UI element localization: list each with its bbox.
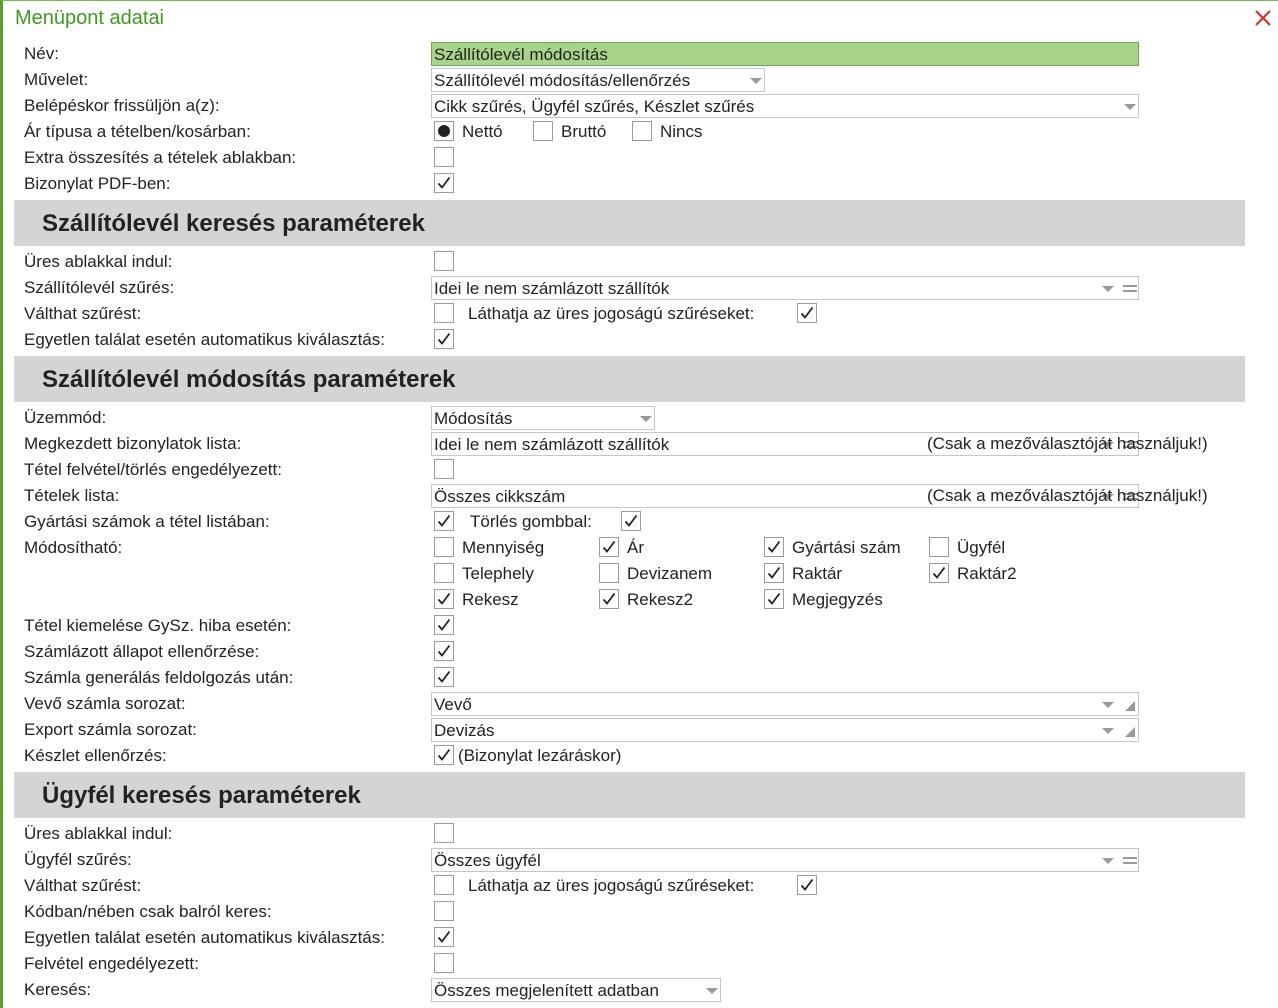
dialog-title: Menüpont adatai xyxy=(15,7,165,29)
valthat-label: Válthat szűrést: xyxy=(24,876,142,895)
szallitolevel-szures-select[interactable] xyxy=(431,276,1139,300)
rekesz2-label: Rekesz2 xyxy=(627,590,694,609)
ugyfel-szures-select[interactable] xyxy=(431,848,1139,872)
resize-grip-icon[interactable] xyxy=(1124,726,1136,738)
szamla-gen-checkbox[interactable] xyxy=(434,667,454,687)
kiemeles-checkbox[interactable] xyxy=(434,615,454,635)
ures-label: Üres ablakkal indul: xyxy=(24,252,173,271)
checkmark-icon xyxy=(799,877,815,893)
telephely-label: Telephely xyxy=(462,564,534,583)
torles-checkbox[interactable] xyxy=(621,511,641,531)
kereses-label: Keresés: xyxy=(24,980,92,999)
frissul-label: Belépéskor frissüljön a(z): xyxy=(24,96,220,115)
raktar2-checkbox[interactable] xyxy=(929,563,949,583)
valthat-checkbox[interactable] xyxy=(434,875,454,895)
export-select[interactable] xyxy=(431,718,1139,742)
ugyfel-checkbox[interactable] xyxy=(929,537,949,557)
row-gyartasi xyxy=(3,509,1278,535)
chevron-down-icon xyxy=(1100,855,1116,867)
szamlazott-checkbox[interactable] xyxy=(434,641,454,661)
devizanem-label: Devizanem xyxy=(627,564,713,583)
lathatja-label: Láthatja az üres jogoságú szűréseket: xyxy=(468,876,755,895)
uzemmod-select[interactable] xyxy=(431,406,655,430)
egyetlen-label: Egyetlen találat esetén automatikus kiválasztás: xyxy=(24,928,385,947)
ugyfel-label: Ügyfél xyxy=(957,538,1006,557)
ures-checkbox[interactable] xyxy=(434,251,454,271)
row-muvelet xyxy=(3,67,1278,93)
keszlet-checkbox[interactable] xyxy=(434,745,454,765)
row-s1-egyetlen xyxy=(3,327,1278,353)
row-modosithato-1 xyxy=(3,535,1278,561)
muvelet-select[interactable] xyxy=(431,68,765,92)
gyartasi-szam-checkbox[interactable] xyxy=(764,537,784,557)
row-uzemmod xyxy=(3,405,1278,431)
checkmark-icon xyxy=(436,513,452,529)
nev-value: Szállítólevél módosítás xyxy=(434,45,608,64)
modosithato-label: Módosítható: xyxy=(24,538,123,557)
row-s1-szures xyxy=(3,275,1278,301)
valthat-checkbox[interactable] xyxy=(434,303,454,323)
keszlet-label: Készlet ellenőrzés: xyxy=(24,746,167,765)
row-keszlet xyxy=(3,743,1278,769)
lathatja-label: Láthatja az üres jogoságú szűréseket: xyxy=(468,304,755,323)
nev-input[interactable] xyxy=(431,42,1139,66)
chevron-down-icon xyxy=(1100,283,1116,295)
row-s3-ures xyxy=(3,821,1278,847)
row-s3-valthat xyxy=(3,873,1278,899)
section-header-szallitolevel-modositas xyxy=(14,356,1245,402)
chevron-down-icon xyxy=(1122,101,1138,113)
checkmark-icon xyxy=(436,747,452,763)
checkmark-icon xyxy=(601,539,617,555)
netto-label: Nettó xyxy=(462,122,503,141)
export-label: Export számla sorozat: xyxy=(24,720,197,739)
megkezdett-label: Megkezdett bizonylatok lista: xyxy=(24,434,242,453)
felvetel-label: Felvétel engedélyezett: xyxy=(24,954,199,973)
checkmark-icon xyxy=(766,591,782,607)
vevo-value: Vevő xyxy=(434,695,472,714)
checkmark-icon xyxy=(601,591,617,607)
tetelek-note: (Csak a mezőválasztóját használjuk!) xyxy=(927,486,1208,505)
uzemmod-value: Módosítás xyxy=(434,409,513,428)
nev-label: Név: xyxy=(24,44,59,63)
row-szamlazott xyxy=(3,639,1278,665)
ar-checkbox[interactable] xyxy=(599,537,619,557)
row-frissul xyxy=(3,93,1278,119)
row-tetel-felv xyxy=(3,457,1278,483)
megkezdett-value: Idei le nem számlázott szállítók xyxy=(434,435,670,454)
egyetlen-label: Egyetlen találat esetén automatikus kiválasztás: xyxy=(24,330,385,349)
close-icon[interactable] xyxy=(1251,6,1275,30)
chevron-down-icon xyxy=(638,413,654,425)
section-title: Szállítólevél keresés paraméterek xyxy=(42,210,425,237)
chevron-down-icon xyxy=(748,75,764,87)
chevron-down-icon xyxy=(1100,699,1116,711)
row-modosithato-2 xyxy=(3,561,1278,587)
szures-value: Idei le nem számlázott szállítók xyxy=(434,279,670,298)
gyartasi-checkbox[interactable] xyxy=(434,511,454,531)
row-s1-valthat xyxy=(3,301,1278,327)
extra-label: Extra összesítés a tételek ablakban: xyxy=(24,148,297,167)
checkmark-icon xyxy=(436,669,452,685)
checkmark-icon xyxy=(623,513,639,529)
row-tetelek xyxy=(3,483,1278,509)
chevron-down-icon xyxy=(1100,725,1116,737)
rekesz2-checkbox[interactable] xyxy=(599,589,619,609)
row-modosithato-3 xyxy=(3,587,1278,613)
valthat-label: Válthat szűrést: xyxy=(24,304,142,323)
raktar-label: Raktár xyxy=(792,564,843,583)
tetelek-label: Tételek lista: xyxy=(24,486,120,505)
checkmark-icon xyxy=(436,929,452,945)
rekesz-checkbox[interactable] xyxy=(434,589,454,609)
checkmark-icon xyxy=(436,643,452,659)
radio-nincs[interactable] xyxy=(632,121,652,141)
radio-brutto[interactable] xyxy=(533,121,553,141)
row-vevo xyxy=(3,691,1278,717)
tetelek-value: Összes cikkszám xyxy=(434,487,566,506)
vevo-label: Vevő számla sorozat: xyxy=(24,694,186,713)
brutto-label: Bruttó xyxy=(561,122,607,141)
section-title: Ügyfél keresés paraméterek xyxy=(42,782,361,809)
checkmark-icon xyxy=(931,565,947,581)
checkmark-icon xyxy=(436,591,452,607)
torles-label: Törlés gombbal: xyxy=(470,512,592,531)
muvelet-value: Szállítólevél módosítás/ellenőrzés xyxy=(434,71,691,90)
megjegyzes-label: Megjegyzés xyxy=(792,590,883,609)
ugyfel-szures-value: Összes ügyfél xyxy=(434,851,541,870)
megkezdett-note: (Csak a mezőválasztóját használjuk!) xyxy=(927,434,1208,453)
pdf-label: Bizonylat PDF-ben: xyxy=(24,174,171,193)
ures-checkbox[interactable] xyxy=(434,823,454,843)
uzemmod-label: Üzemmód: xyxy=(24,408,107,427)
kodban-label: Kódban/nében csak balról keres: xyxy=(24,902,272,921)
kodban-checkbox[interactable] xyxy=(434,901,454,921)
checkmark-icon xyxy=(799,305,815,321)
mennyiseg-label: Mennyiség xyxy=(462,538,545,557)
telephely-checkbox[interactable] xyxy=(434,563,454,583)
raktar-checkbox[interactable] xyxy=(764,563,784,583)
mennyiseg-checkbox[interactable] xyxy=(434,537,454,557)
ures-label: Üres ablakkal indul: xyxy=(24,824,173,843)
row-s3-kodban xyxy=(3,899,1278,925)
row-s1-ures xyxy=(3,249,1278,275)
muvelet-label: Művelet: xyxy=(24,70,89,89)
row-megkezdett xyxy=(3,431,1278,457)
row-ar xyxy=(3,119,1278,145)
egyetlen-checkbox[interactable] xyxy=(434,329,454,349)
row-szamla-gen xyxy=(3,665,1278,691)
ugyfel-szures-label: Ügyfél szűrés: xyxy=(24,850,132,869)
egyetlen-checkbox[interactable] xyxy=(434,927,454,947)
ar-label: Ár típusa a tételben/kosárban: xyxy=(24,122,251,141)
extra-checkbox[interactable] xyxy=(434,147,454,167)
lathatja-checkbox[interactable] xyxy=(797,303,817,323)
szamlazott-label: Számlázott állapot ellenőrzése: xyxy=(24,642,260,661)
export-value: Devizás xyxy=(434,721,495,740)
resize-grip-icon[interactable] xyxy=(1124,700,1136,712)
kereses-select[interactable] xyxy=(431,978,721,1002)
chevron-down-icon xyxy=(704,985,720,997)
kiemeles-label: Tétel kiemelése GySz. hiba esetén: xyxy=(24,616,292,635)
felvetel-checkbox[interactable] xyxy=(434,953,454,973)
checkmark-icon xyxy=(436,617,452,633)
row-s3-szures xyxy=(3,847,1278,873)
kereses-value: Összes megjelenített adatban xyxy=(434,981,659,1000)
section-title: Szállítólevél módosítás paraméterek xyxy=(42,366,456,393)
section-header-szallitolevel-kereses xyxy=(14,200,1245,246)
gyartasi-szam-label: Gyártási szám xyxy=(792,538,901,557)
nincs-label: Nincs xyxy=(660,122,703,141)
vevo-select[interactable] xyxy=(431,692,1139,716)
checkmark-icon xyxy=(436,331,452,347)
list-icon[interactable] xyxy=(1122,855,1138,867)
checkmark-icon xyxy=(766,539,782,555)
devizanem-checkbox[interactable] xyxy=(599,563,619,583)
row-s3-egyetlen xyxy=(3,925,1278,951)
keszlet-note: (Bizonylat lezáráskor) xyxy=(458,746,622,765)
tetel-felv-label: Tétel felvétel/törlés engedélyezett: xyxy=(24,460,282,479)
gyartasi-label: Gyártási számok a tétel listában: xyxy=(24,512,270,531)
radio-dot xyxy=(438,125,450,137)
list-icon[interactable] xyxy=(1122,283,1138,295)
checkmark-icon xyxy=(436,175,452,191)
row-pdf xyxy=(3,171,1278,197)
megjegyzes-checkbox[interactable] xyxy=(764,589,784,609)
lathatja-checkbox[interactable] xyxy=(797,875,817,895)
row-export xyxy=(3,717,1278,743)
tetel-felv-checkbox[interactable] xyxy=(434,459,454,479)
szamla-gen-label: Számla generálás feldolgozás után: xyxy=(24,668,294,687)
ar-item-label: Ár xyxy=(627,538,644,557)
radio-netto[interactable] xyxy=(434,121,454,141)
raktar2-label: Raktár2 xyxy=(957,564,1017,583)
row-kiemeles xyxy=(3,613,1278,639)
frissul-value: Cikk szűrés, Ügyfél szűrés, Készlet szűrés xyxy=(434,97,755,116)
pdf-checkbox[interactable] xyxy=(434,173,454,193)
section-header-ugyfel-kereses xyxy=(14,772,1245,818)
rekesz-label: Rekesz xyxy=(462,590,519,609)
row-nev xyxy=(3,41,1278,67)
frissul-select[interactable] xyxy=(431,94,1139,118)
checkmark-icon xyxy=(766,565,782,581)
row-extra xyxy=(3,145,1278,171)
szures-label: Szállítólevél szűrés: xyxy=(24,278,175,297)
row-s3-felvetel xyxy=(3,951,1278,977)
row-s3-kereses xyxy=(3,977,1278,1003)
